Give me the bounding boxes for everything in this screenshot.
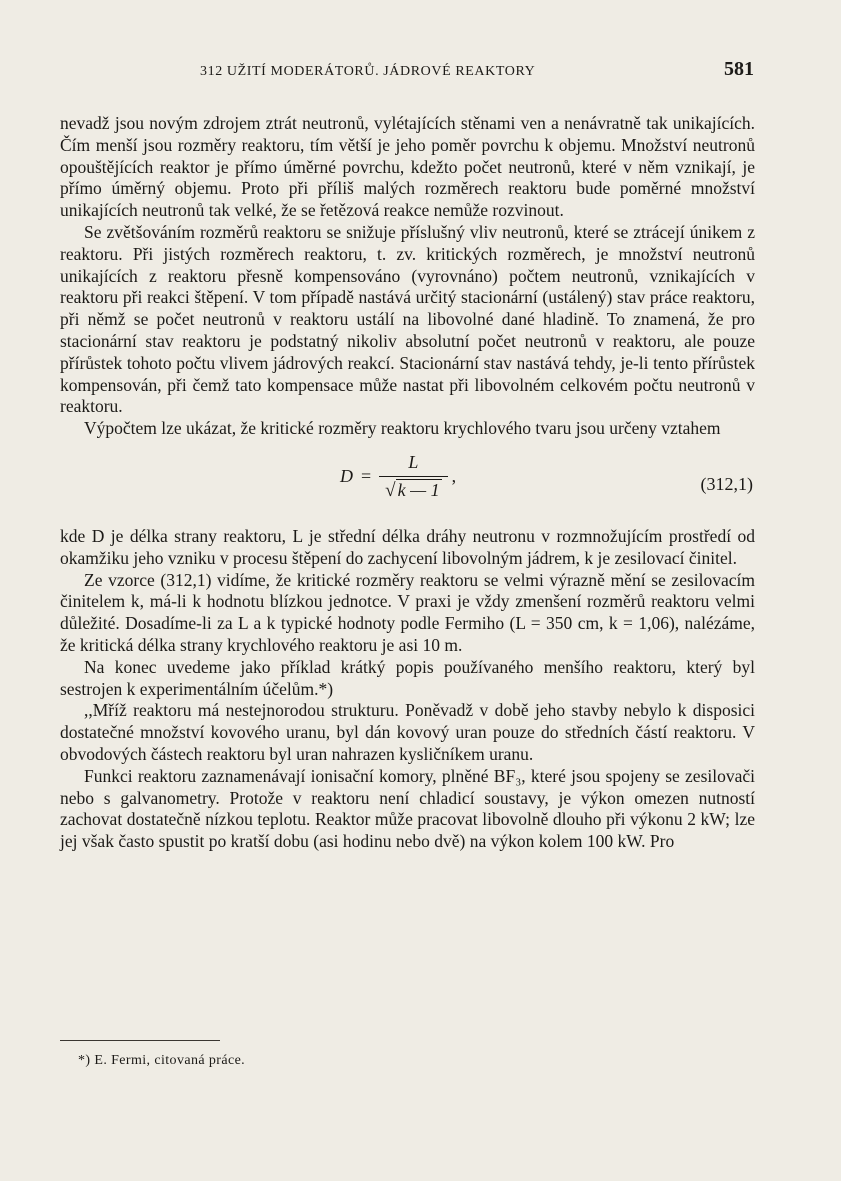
equation-lhs: D [340, 466, 353, 487]
running-head: 312 UŽITÍ MODERÁTORŮ. JÁDROVÉ REAKTORY [200, 64, 536, 79]
equation-comma: , [451, 466, 457, 487]
footnote: *) E. Fermi, citovaná práce. [78, 1053, 246, 1068]
equation-fraction [379, 452, 447, 502]
footnote-rule [60, 1040, 220, 1041]
body-text [60, 113, 755, 853]
page-header [60, 58, 760, 88]
paragraph-1: nevadž jsou novým zdrojem ztrát neutronů, vylétajících stěnami ven a nenávratně tak unikajících. Čím menší jsou rozměry reaktoru, tím větší je jeho poměr povrchu k objemu. Množství neutronů opouštějících reaktor je přímo úměrné povrchu, kdežto počet neutronů, které v něm vznikají, je přímo úměrný objemu. Proto při příliš malých rozměrech reaktoru bude poměrné množství unikajících neutronů tak velké, že se řetězová reakce nemůže rozvinout. [60, 113, 755, 221]
paragraph-4: kde D je délka strany reaktoru, L je střední délka dráhy neutronu v rozmnožujícím prostředí od okamžiku jeho vzniku v procesu štěpení do zachycení libovolným jádrem, k je zesilovací činitel. [60, 525, 755, 568]
paragraph-6: Na konec uvedeme jako příklad krátký popis používaného menšího reaktoru, který byl sestrojen k experimentálním účelům.*) [60, 656, 755, 699]
equation-equals: = [361, 466, 372, 487]
paragraph-7: ,,Mříž reaktoru má nestejnorodou strukturu. Poněvadž v době jeho stavby nebylo k disposici dostatečné množství kovového uranu, byl dán kovový uran pouze do středních částí reaktoru. V obvodových částech reaktoru byl uran nahrazen kysličníkem uranu. [60, 700, 755, 764]
page-number: 581 [724, 58, 754, 80]
equation-312-1 [60, 448, 755, 518]
sqrt-sign: √ [385, 479, 396, 501]
fraction-denominator [379, 476, 447, 502]
paragraph-2: Se zvětšováním rozměrů reaktoru se snižuje příslušný vliv neutronů, které se ztrácejí únikem z reaktoru. Při jistých rozměrech reaktoru, t. zv. kritických rozměrech, je množství neutronů unikajících z reaktoru přesně kompensováno (vyrovnáno) počtem neutronů, vznikajících v reaktoru při reakci štěpení. V tom případě nastává určitý stacionární (ustálený) stav práce reaktoru, při němž se počet neutronů v reaktoru ustálí na libovolné dané hladině. To znamená, že pro stacionární stav reaktoru je podstatný nikoliv absolutní počet neutronů v reaktoru, ale pouze přírůstek tohoto počtu vlivem jádrových reakcí. Stacionární stav nastává tehdy, je-li tento přírůstek kompensován, při čemž tato kompensace může nastat při libovolném celkovém počtu neutronů v reaktoru. [60, 221, 755, 417]
equation-number: (312,1) [700, 473, 753, 494]
paragraph-5: Ze vzorce (312,1) vidíme, že kritické rozměry reaktoru se velmi výrazně mění se zesilovacím činitelem k, má-li k hodnotu blízkou jednotce. V praxi je vždy zmenšení rozměrů reaktoru velmi důležité. Dosadíme-li za L a k typické hodnoty podle Fermiho (L = 350 cm, k = 1,06), nalézáme, že kritická délka strany krychlového reaktoru je asi 10 m. [60, 569, 755, 655]
paragraph-3: Výpočtem lze ukázat, že kritické rozměry reaktoru krychlového tvaru jsou určeny vztahem [84, 418, 721, 439]
equation-formula [340, 452, 456, 502]
radicand: k — 1 [397, 479, 440, 500]
fraction-numerator: L [408, 451, 419, 472]
paragraph-8: Funkci reaktoru zaznamenávají ionisační komory, plněné BF₃, které jsou spojeny se zesilovači nebo s galvanometry. Protože v reaktoru není chladicí soustavy, je výkon omezen nutností zachovat dostatečně nízkou teplotu. Reaktor může pracovat libovolně dlouho při výkonu 2 kW; lze jej však často spustit po kratší dobu (asi hodinu nebo dvě) na výkon kolem 100 kW. Pro [60, 765, 755, 852]
